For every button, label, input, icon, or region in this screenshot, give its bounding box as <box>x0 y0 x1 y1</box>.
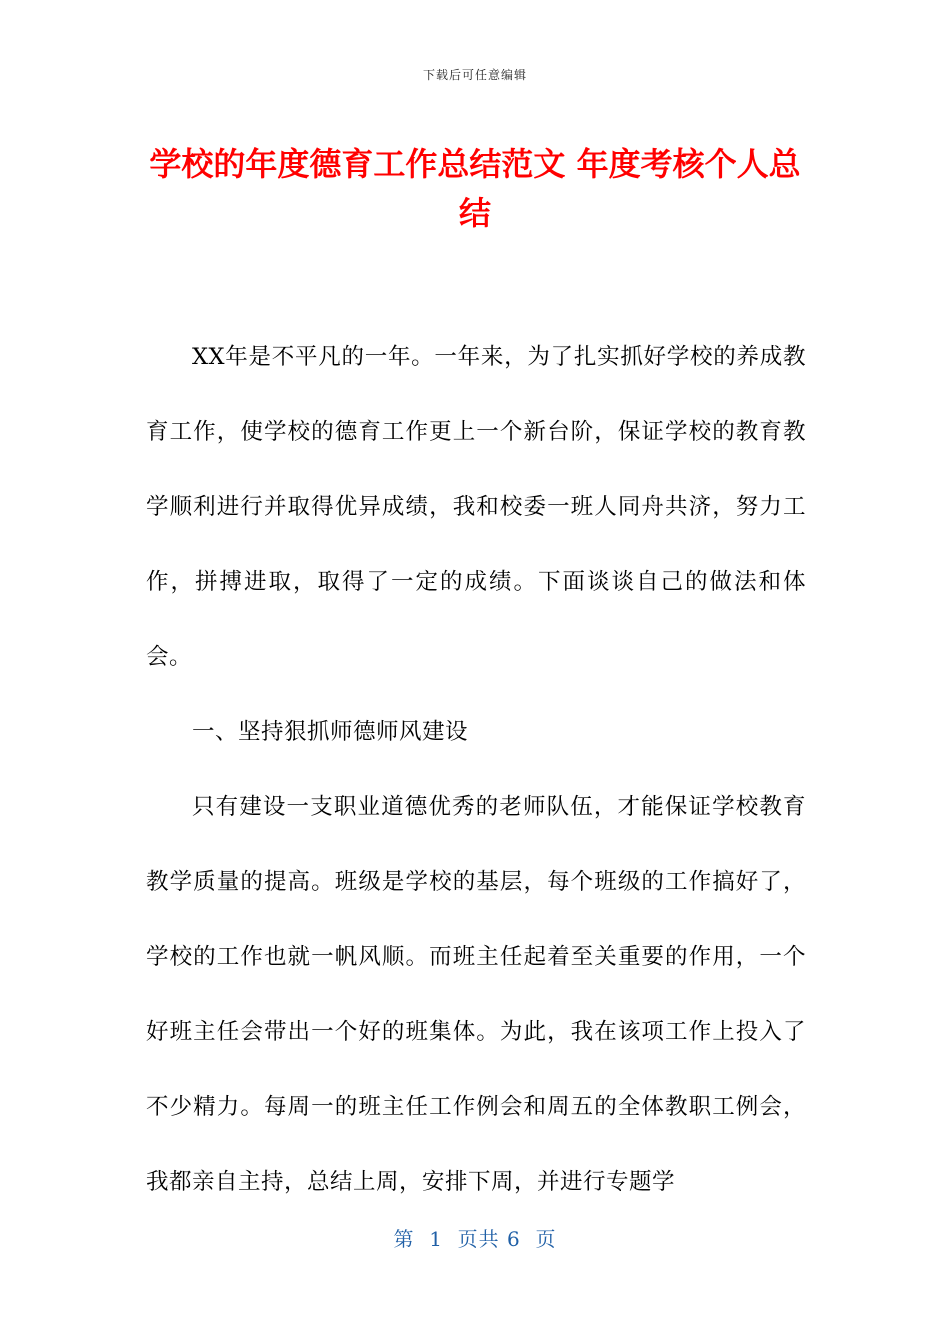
document-body <box>146 320 806 1220</box>
document-title: 学校的年度德育工作总结范文 年度考核个人总结 <box>149 145 801 232</box>
page-number-footer: 第 1 页共 6 页 <box>393 1227 557 1251</box>
paragraph-section-1: 只有建设一支职业道德优秀的老师队伍，才能保证学校教育教学质量的提高。班级是学校的基层，每个班级的工作搞好了，学校的工作也就一帆风顺。而班主任起着至关重要的作用，一个好班主任会带出一个好的班集体。为此，我在该项工作上投入了不少精力。每周一的班主任工作例会和周五的全体教职工例会，我都亲自主持，总结上周，安排下周，并进行专题学 <box>146 794 806 1195</box>
paragraph-intro: XX年是不平凡的一年。一年来，为了扎实抓好学校的养成教育工作，使学校的德育工作更上一个新台阶，保证学校的教育教学顺利进行并取得优异成绩，我和校委一班人同舟共济，努力工作，拼搏进取，取得了一定的成绩。下面谈谈自己的做法和体会。 <box>146 344 806 670</box>
page-header-note: 下载后可任意编辑 <box>422 68 527 82</box>
section-heading-1: 一、坚持狠抓师德师风建设 <box>192 719 469 745</box>
